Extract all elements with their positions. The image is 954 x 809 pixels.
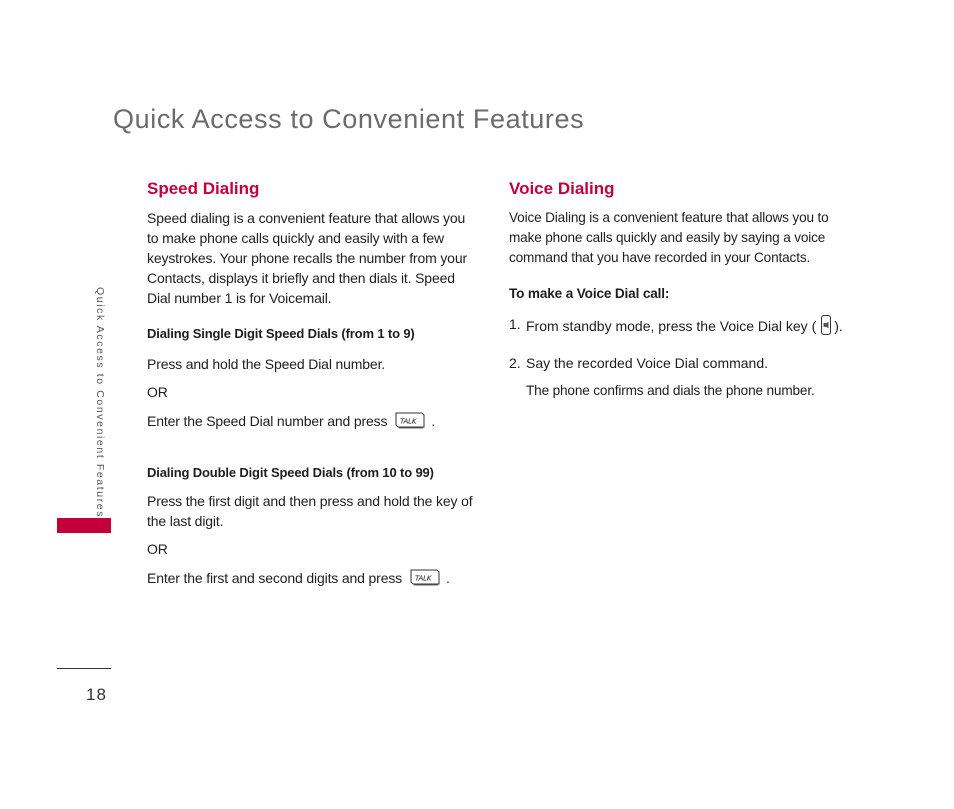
double-digit-alt-end: . bbox=[446, 570, 450, 587]
single-digit-alt-step bbox=[147, 410, 479, 435]
single-digit-alt-text: Enter the Speed Dial number and press bbox=[147, 413, 388, 430]
step-number: 1. bbox=[509, 316, 521, 332]
or-separator: OR bbox=[147, 541, 168, 557]
double-digit-heading: Dialing Double Digit Speed Dials (from 10 to 99) bbox=[147, 465, 434, 480]
page-number: 18 bbox=[86, 685, 107, 704]
page-title: Quick Access to Convenient Features bbox=[113, 104, 585, 134]
double-digit-step: Press the first digit and then press and hold the key of the last digit. bbox=[147, 493, 473, 529]
svg-text:TALK: TALK bbox=[415, 574, 432, 583]
speed-dialing-heading: Speed Dialing bbox=[147, 179, 260, 198]
svg-text:TALK: TALK bbox=[400, 417, 417, 426]
voice-dialing-heading: Voice Dialing bbox=[509, 179, 615, 198]
side-section-tab bbox=[57, 518, 111, 533]
step-text bbox=[526, 314, 843, 341]
talk-key-icon bbox=[395, 410, 425, 435]
talk-key-icon bbox=[410, 567, 440, 592]
step-text-end: ). bbox=[834, 318, 843, 335]
speed-dialing-section bbox=[147, 178, 479, 592]
or-separator: OR bbox=[147, 384, 168, 400]
double-digit-alt-step bbox=[147, 567, 479, 592]
step-number: 2. bbox=[509, 355, 521, 371]
side-section-label: Quick Access to Convenient Features bbox=[94, 287, 106, 519]
step-text-start: From standby mode, press the Voice Dial key ( bbox=[526, 318, 817, 335]
single-digit-heading: Dialing Single Digit Speed Dials (from 1 to 9) bbox=[147, 326, 415, 341]
voice-dial-step bbox=[509, 314, 843, 341]
voice-dialing-section bbox=[509, 178, 843, 401]
voice-dial-note: The phone confirms and dials the phone number. bbox=[526, 383, 815, 398]
step-text: Say the recorded Voice Dial command. bbox=[526, 355, 769, 371]
speed-dialing-intro: Speed dialing is a convenient feature that allows you to make phone calls quickly and easily with a few keystrokes. Your phone recalls the number from your Contacts, displays it briefly and then dials it. Speed Dial number 1 is for Voicemail. bbox=[147, 210, 467, 306]
footer-rule bbox=[57, 668, 111, 669]
voice-dial-howto-heading: To make a Voice Dial call: bbox=[509, 286, 670, 301]
voice-dial-step bbox=[509, 353, 839, 373]
double-digit-alt-text: Enter the first and second digits and press bbox=[147, 570, 403, 587]
voice-dialing-intro: Voice Dialing is a convenient feature that allows you to make phone calls quickly and easily by saying a voice command that you have recorded in your Contacts. bbox=[509, 210, 829, 265]
single-digit-alt-end: . bbox=[431, 413, 436, 430]
single-digit-step: Press and hold the Speed Dial number. bbox=[147, 356, 386, 372]
voice-dial-key-icon bbox=[820, 314, 832, 341]
